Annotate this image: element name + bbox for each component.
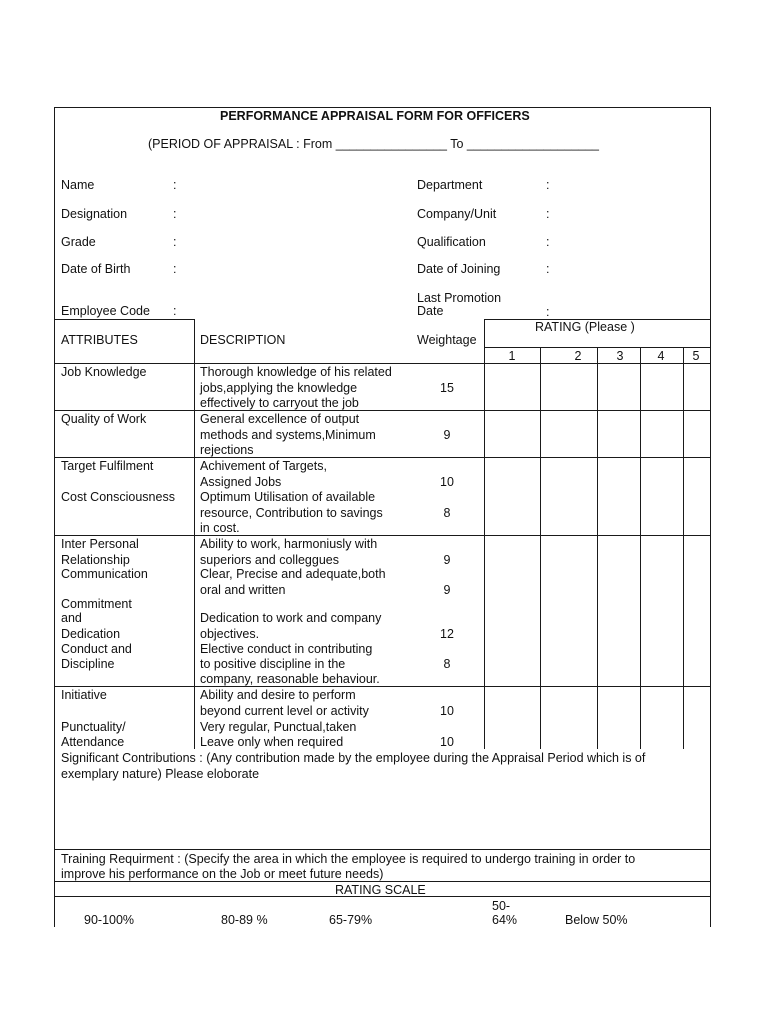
weightage-cell: 10 — [440, 704, 454, 718]
attribute-cell: Initiative — [61, 688, 107, 702]
name-label: Name — [61, 178, 95, 192]
col-divider-rating-4-5 — [683, 347, 684, 749]
significant-contributions-line-2: exemplary nature) Please eloborate — [61, 767, 260, 781]
grade-colon: : — [173, 235, 177, 249]
attribute-cell: Attendance — [61, 735, 125, 749]
weightage-cell: 10 — [440, 735, 454, 749]
description-cell: effectively to carryout the job — [200, 396, 359, 410]
weightage-cell: 9 — [443, 553, 451, 567]
description-cell: superiors and colleggues — [200, 553, 339, 567]
description-cell: General excellence of output — [200, 412, 360, 426]
description-cell: Achivement of Targets, — [200, 459, 327, 473]
designation-label: Designation — [61, 207, 128, 221]
rating-scale-50-line-1: 50- — [492, 899, 511, 913]
description-cell: Ability and desire to perform — [200, 688, 356, 702]
description-header: DESCRIPTION — [200, 333, 286, 347]
description-cell: resource, Contribution to savings — [200, 506, 383, 520]
attribute-cell: Conduct and — [61, 642, 132, 656]
attribute-cell: Punctuality/ — [61, 720, 126, 734]
rating-number-4: 4 — [657, 349, 665, 363]
description-cell: beyond current level or activity — [200, 704, 369, 718]
company-unit-colon: : — [546, 207, 550, 221]
col-divider-rating-3-4 — [640, 347, 641, 749]
col-divider-weightage — [484, 319, 485, 749]
rating-number-1: 1 — [508, 349, 516, 363]
weightage-header: Weightage — [417, 333, 477, 347]
weightage-cell: 9 — [443, 428, 451, 442]
row-rule-1 — [54, 410, 711, 411]
employee-code-label: Employee Code — [61, 304, 150, 318]
row-rule-3 — [54, 535, 711, 536]
date-of-joining-colon: : — [546, 262, 550, 276]
rating-scale-90-100: 90-100% — [84, 913, 135, 927]
last-promotion-label: Last Promotion — [417, 291, 502, 305]
description-cell: Optimum Utilisation of available — [200, 490, 376, 504]
description-cell: Elective conduct in contributing — [200, 642, 373, 656]
grade-label: Grade — [61, 235, 96, 249]
description-cell: rejections — [200, 443, 254, 457]
weightage-cell: 8 — [443, 506, 451, 520]
attributes-header: ATTRIBUTES — [61, 333, 138, 347]
weightage-cell: 12 — [440, 627, 454, 641]
weightage-cell: 9 — [443, 583, 451, 597]
rating-header: RATING (Please ) — [535, 320, 635, 334]
description-cell: Assigned Jobs — [200, 475, 282, 489]
attribute-cell: Relationship — [61, 553, 130, 567]
contributions-bottom-rule — [54, 849, 711, 850]
rating-scale-50-64-line-2: 64% — [492, 913, 518, 927]
department-label: Department — [417, 178, 483, 192]
training-requirement-line-2: improve his performance on the Job or meet future needs) — [61, 867, 384, 881]
period-of-appraisal: (PERIOD OF APPRAISAL : From ________________ To ___________________ — [148, 137, 600, 151]
description-cell: oral and written — [200, 583, 286, 597]
rating-number-5: 5 — [692, 349, 700, 363]
attribute-cell: Inter Personal — [61, 537, 139, 551]
last-promotion-colon: : — [546, 305, 550, 319]
attribute-cell: Quality of Work — [61, 412, 147, 426]
form-title: PERFORMANCE APPRAISAL FORM FOR OFFICERS — [220, 109, 530, 123]
attribute-cell: Dedication — [61, 627, 121, 641]
description-cell: in cost. — [200, 521, 240, 535]
col-divider-rating-2-3 — [597, 347, 598, 749]
name-colon: : — [173, 178, 177, 192]
weightage-cell: 10 — [440, 475, 454, 489]
designation-colon: : — [173, 207, 177, 221]
qualification-colon: : — [546, 235, 550, 249]
description-cell: company, reasonable behaviour. — [200, 672, 380, 686]
attribute-cell: and — [61, 611, 82, 625]
description-cell: to positive discipline in the — [200, 657, 346, 671]
rating-number-3: 3 — [616, 349, 624, 363]
col-divider-attributes — [194, 319, 195, 749]
description-cell: Clear, Precise and adequate,both — [200, 567, 386, 581]
header-rule — [54, 319, 194, 320]
attribute-cell: Target Fulfilment — [61, 459, 154, 473]
attribute-cell: Job Knowledge — [61, 365, 147, 379]
description-cell: Ability to work, harmoniusly with — [200, 537, 378, 551]
rating-scale-65-79: 65-79% — [329, 913, 373, 927]
rating-scale-80-89: 80-89 % — [221, 913, 268, 927]
department-colon: : — [546, 178, 550, 192]
col-divider-rating-1-2 — [540, 347, 541, 749]
row-rule-4 — [54, 686, 711, 687]
date-of-joining-label: Date of Joining — [417, 262, 501, 276]
date-of-birth-colon: : — [173, 262, 177, 276]
attribute-cell: Communication — [61, 567, 148, 581]
description-cell: objectives. — [200, 627, 260, 641]
rating-scale-below-50: Below 50% — [565, 913, 628, 927]
description-cell: Leave only when required — [200, 735, 344, 749]
training-requirement-line-1: Training Requirment : (Specify the area in which the employee is required to undergo training in order to — [61, 852, 636, 866]
form-left-border — [54, 107, 55, 927]
qualification-label: Qualification — [417, 235, 486, 249]
description-cell: jobs,applying the knowledge — [200, 381, 358, 395]
company-unit-label: Company/Unit — [417, 207, 497, 221]
significant-contributions-line-1: Significant Contributions : (Any contribution made by the employee during the Appraisal Period which is of — [61, 751, 646, 765]
employee-code-colon: : — [173, 304, 177, 318]
last-promotion-date-label: Date — [417, 304, 444, 318]
date-of-birth-label: Date of Birth — [61, 262, 131, 276]
rating-scale-title: RATING SCALE — [335, 883, 426, 897]
attribute-cell: Discipline — [61, 657, 115, 671]
description-cell: Thorough knowledge of his related — [200, 365, 392, 379]
weightage-cell: 8 — [443, 657, 451, 671]
rating-number-2: 2 — [574, 349, 582, 363]
description-cell: methods and systems,Minimum — [200, 428, 376, 442]
weightage-cell: 15 — [440, 381, 454, 395]
description-cell: Very regular, Punctual,taken — [200, 720, 357, 734]
form-right-border — [710, 107, 711, 927]
attribute-cell: Cost Consciousness — [61, 490, 175, 504]
attribute-cell: Commitment — [61, 597, 132, 611]
description-cell: Dedication to work and company — [200, 611, 382, 625]
